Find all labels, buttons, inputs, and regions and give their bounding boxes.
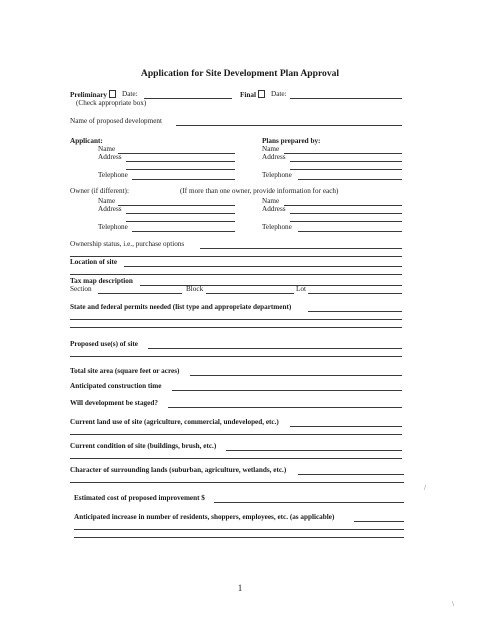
location-line2[interactable] xyxy=(70,274,402,275)
cost-field[interactable] xyxy=(214,502,404,503)
plans-address-field[interactable] xyxy=(290,161,402,162)
total-area-label: Total site area (square feet or acres) xyxy=(70,367,180,375)
proposed-use-line2[interactable] xyxy=(70,356,402,357)
applicant-address-label: Address xyxy=(98,153,122,161)
proposed-use-label: Proposed use(s) of site xyxy=(70,340,138,348)
lot-label: Lot xyxy=(296,285,306,293)
total-area-field[interactable] xyxy=(190,375,402,376)
applicant-address-field[interactable] xyxy=(126,161,235,162)
owner-note: (If more than one owner, provide information for each) xyxy=(180,187,339,195)
owner-telephone-field[interactable] xyxy=(132,231,235,232)
preliminary-label: Preliminary xyxy=(70,91,107,99)
land-use-field[interactable] xyxy=(290,426,402,427)
permits-field[interactable] xyxy=(308,311,402,312)
applicant-heading: Applicant: xyxy=(70,137,103,145)
form-title: Application for Site Development Plan Approval xyxy=(140,68,340,79)
increase-line3[interactable] xyxy=(74,537,404,538)
proposed-name-field[interactable] xyxy=(176,125,402,126)
applicant-telephone-label: Telephone xyxy=(98,171,128,179)
condition-label: Current condition of site (buildings, brush, etc.) xyxy=(70,442,217,450)
ownership-line2[interactable] xyxy=(70,256,402,257)
permits-label: State and federal permits needed (list type and appropriate department) xyxy=(70,303,292,311)
owner-address-field[interactable] xyxy=(126,213,235,214)
scan-mark: \ xyxy=(452,600,454,608)
proposed-use-field[interactable] xyxy=(148,348,402,349)
check-note: (Check appropriate box) xyxy=(76,99,147,107)
location-label: Location of site xyxy=(70,258,118,266)
owner-address-line2[interactable] xyxy=(126,221,235,222)
block-field[interactable] xyxy=(206,293,294,294)
condition-field[interactable] xyxy=(226,450,402,451)
permits-line2[interactable] xyxy=(70,319,402,320)
section-field[interactable] xyxy=(98,293,182,294)
section-label: Section xyxy=(70,285,92,293)
tax-map-label: Tax map description xyxy=(70,277,133,285)
plans-address-label: Address xyxy=(262,153,286,161)
permits-line3[interactable] xyxy=(70,327,402,328)
land-use-line2[interactable] xyxy=(70,434,402,435)
preliminary-option[interactable] xyxy=(70,90,116,99)
applicant-name-label: Name xyxy=(98,145,116,153)
date2-label: Date: xyxy=(271,90,287,98)
date1-field[interactable] xyxy=(144,98,232,99)
final-label: Final xyxy=(240,91,256,99)
construction-time-label: Anticipated construction time xyxy=(70,382,162,390)
block-label: Block xyxy=(186,285,204,293)
increase-label: Anticipated increase in number of residents, shoppers, employees, etc. (as applicable) xyxy=(74,513,335,521)
applicant-name-field[interactable] xyxy=(118,153,235,154)
owner2-name-field[interactable] xyxy=(284,205,402,206)
tax-map-field[interactable] xyxy=(140,285,402,286)
owner-name-field[interactable] xyxy=(118,205,235,206)
cost-label: Estimated cost of proposed improvement $ xyxy=(74,494,205,502)
ownership-field[interactable] xyxy=(200,248,402,249)
condition-line2[interactable] xyxy=(70,458,402,459)
owner-address-label: Address xyxy=(98,205,122,213)
applicant-address-line2[interactable] xyxy=(126,169,235,170)
owner2-address-field[interactable] xyxy=(290,213,402,214)
owner-heading: Owner (if different): xyxy=(70,187,129,195)
owner2-address-label: Address xyxy=(262,205,286,213)
owner2-address-line2[interactable] xyxy=(290,221,402,222)
owner2-telephone-label: Telephone xyxy=(262,223,292,231)
plans-name-label: Name xyxy=(262,145,280,153)
plans-name-field[interactable] xyxy=(284,153,402,154)
owner-telephone-label: Telephone xyxy=(98,223,128,231)
staged-field[interactable] xyxy=(168,407,402,408)
proposed-name-label: Name of proposed development xyxy=(70,117,163,125)
plans-telephone-label: Telephone xyxy=(262,171,292,179)
owner2-telephone-field[interactable] xyxy=(298,231,402,232)
surrounding-line2[interactable] xyxy=(70,482,404,483)
date1-label: Date: xyxy=(122,90,138,98)
increase-field[interactable] xyxy=(354,521,404,522)
construction-time-field[interactable] xyxy=(172,390,402,391)
final-option[interactable] xyxy=(240,90,265,99)
surrounding-label: Character of surrounding lands (suburban, agriculture, wetlands, etc.) xyxy=(70,466,287,474)
owner-name-label: Name xyxy=(98,197,116,205)
increase-line2[interactable] xyxy=(74,529,404,530)
lot-field[interactable] xyxy=(308,293,402,294)
location-field[interactable] xyxy=(124,266,402,267)
preliminary-checkbox[interactable] xyxy=(109,90,116,98)
page-number: 1 xyxy=(237,583,243,593)
ownership-label: Ownership status, i.e., purchase options xyxy=(70,240,185,248)
applicant-telephone-field[interactable] xyxy=(132,179,235,180)
land-use-label: Current land use of site (agriculture, commercial, undeveloped, etc.) xyxy=(70,418,279,426)
plans-prepared-heading: Plans prepared by: xyxy=(262,137,321,145)
plans-address-line2[interactable] xyxy=(290,169,402,170)
scan-mark: / xyxy=(424,484,426,492)
staged-label: Will development be staged? xyxy=(70,399,158,407)
surrounding-field[interactable] xyxy=(298,474,404,475)
final-checkbox[interactable] xyxy=(258,90,265,98)
plans-telephone-field[interactable] xyxy=(298,179,402,180)
date2-field[interactable] xyxy=(290,98,402,99)
owner2-name-label: Name xyxy=(262,197,280,205)
